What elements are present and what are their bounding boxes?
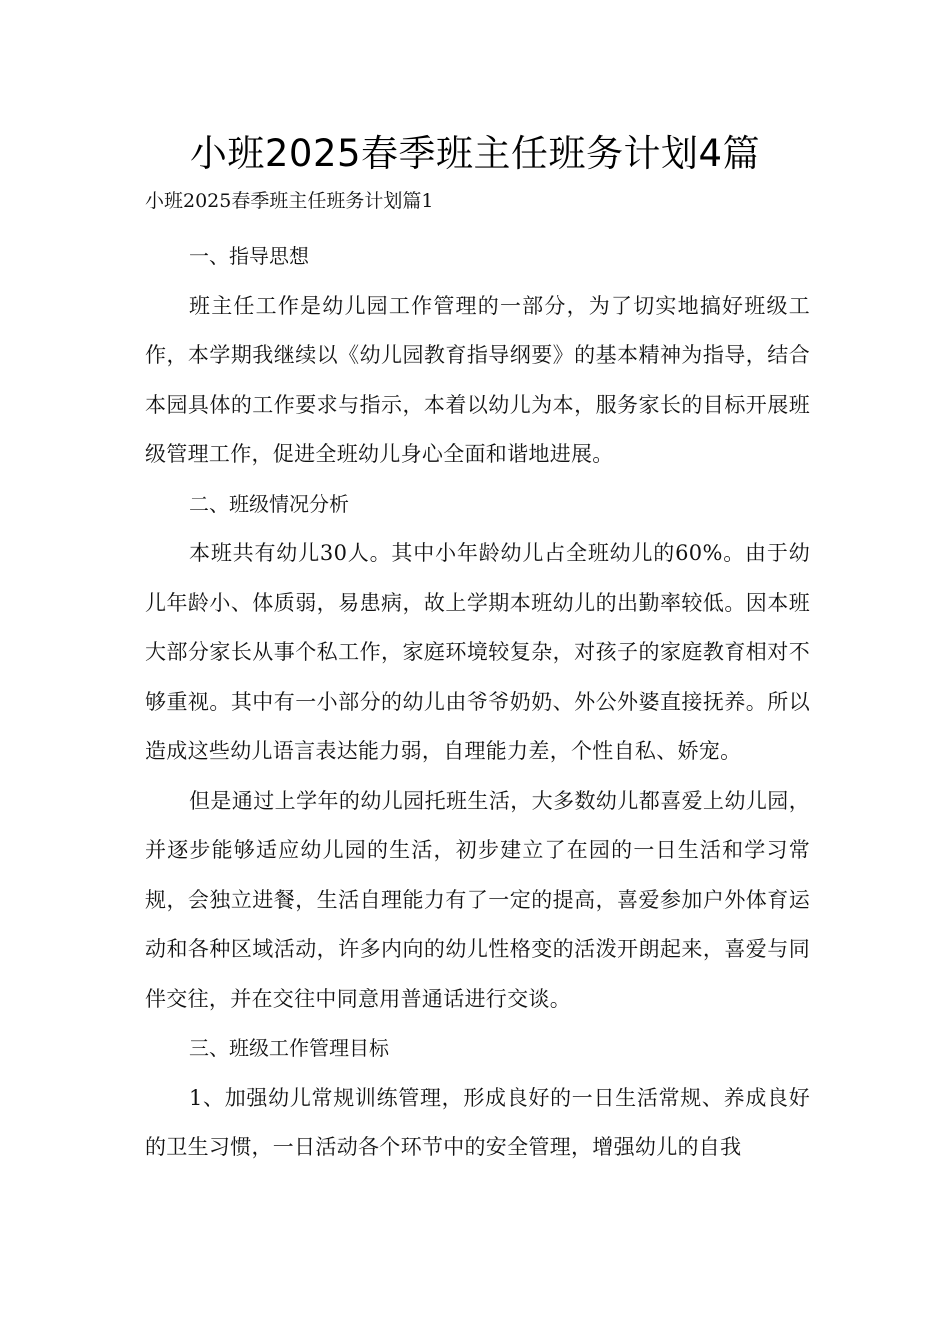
- paragraph-class-analysis-2: 但是通过上学年的幼儿园托班生活，大多数幼儿都喜爱上幼儿园，并逐步能够适应幼儿园的生活，初步建立了在园的一日生活和学习常规，会独立进餐，生活自理能力有了一定的提高，喜爱参加户外体育运动和各种区域活动，许多内向的幼儿性格变的活泼开朗起来，喜爱与同伴交往，并在交往中同意用普通话进行交谈。: [145, 788, 810, 1011]
- document-title: 小班2025春季班主任班务计划4篇: [189, 132, 761, 175]
- document-body: [145, 232, 810, 1173]
- section-heading-guiding-thought: 一、指导思想: [189, 244, 309, 268]
- section-heading-management-goals: 三、班级工作管理目标: [189, 1036, 389, 1060]
- document-subtitle: 小班2025春季班主任班务计划篇1: [145, 190, 434, 212]
- paragraph-class-analysis-1: 本班共有幼儿30人。其中小年龄幼儿占全班幼儿的60%。由于幼儿年龄小、体质弱，易患病，故上学期本班幼儿的出勤率较低。因本班大部分家长从事个私工作，家庭环境较复杂，对孩子的家庭教育相对不够重视。其中有一小部分的幼儿由爷爷奶奶、外公外婆直接抚养。所以造成这些幼儿语言表达能力弱，自理能力差，个性自私、娇宠。: [145, 541, 810, 763]
- paragraph-guiding-thought: 班主任工作是幼儿园工作管理的一部分，为了切实地搞好班级工作，本学期我继续以《幼儿园教育指导纲要》的基本精神为指导，结合本园具体的工作要求与指示，本着以幼儿为本，服务家长的目标开展班级管理工作，促进全班幼儿身心全面和谐地进展。: [145, 293, 810, 466]
- section-heading-class-analysis: 二、班级情况分析: [189, 491, 349, 516]
- paragraph-management-goal-1: 1、加强幼儿常规训练管理，形成良好的一日生活常规、养成良好的卫生习惯，一日活动各个环节中的安全管理，增强幼儿的自我: [145, 1085, 810, 1159]
